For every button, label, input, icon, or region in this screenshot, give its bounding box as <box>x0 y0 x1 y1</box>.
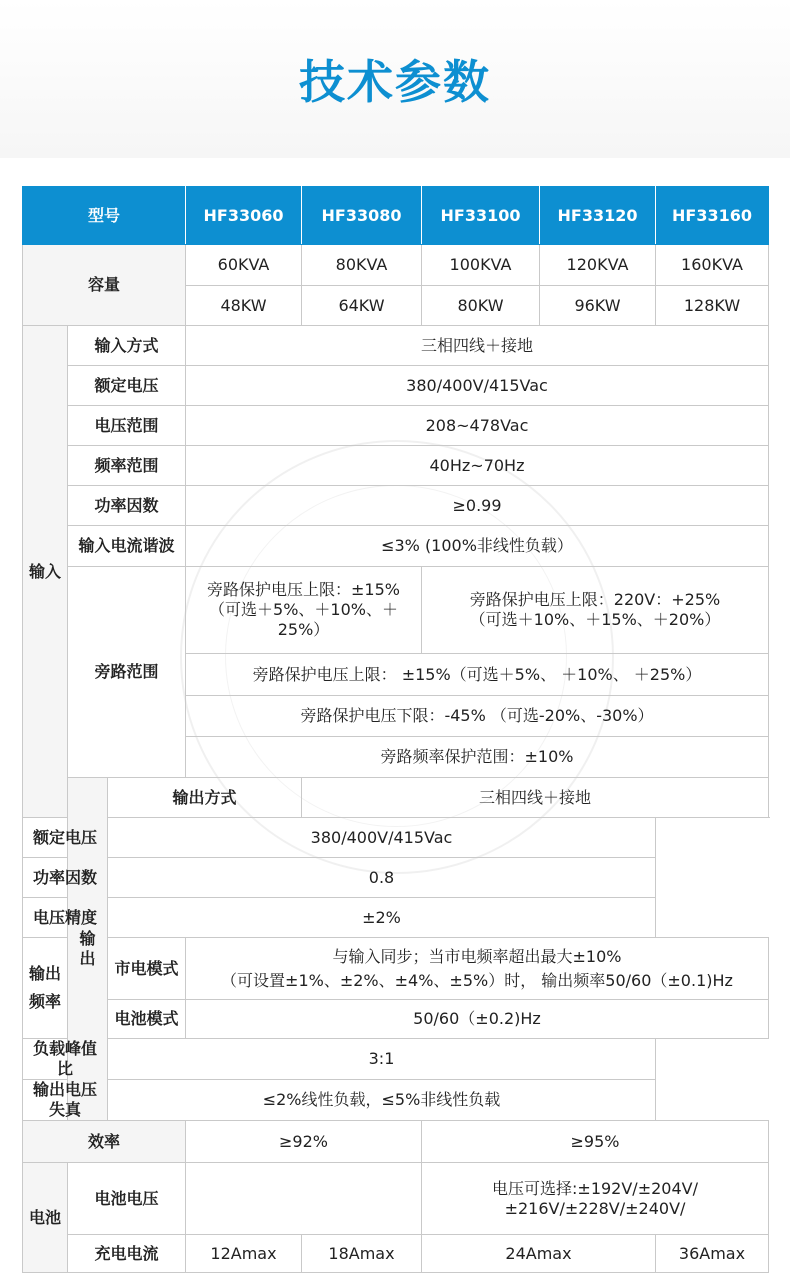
battery-group-label: 电池 <box>23 1163 68 1273</box>
battery-voltage-row <box>23 1163 769 1235</box>
output-pf-value: 0.8 <box>108 858 656 898</box>
input-rated-voltage-label: 额定电压 <box>68 366 186 406</box>
distortion-row <box>23 1080 769 1121</box>
kw-3: 80KW <box>422 286 540 326</box>
bypass-freq-value: 旁路频率保护范围：±10% <box>186 737 769 778</box>
input-thd-value: ≤3% (100%非线性负载） <box>186 526 769 567</box>
kw-2: 64KW <box>302 286 422 326</box>
output-rated-voltage-label: 额定电压 <box>23 818 108 858</box>
battery-voltage-line2: ±216V/±228V/±240V/ <box>504 1198 686 1218</box>
kw-5: 128KW <box>656 286 769 326</box>
bypass-left-cell <box>186 567 422 654</box>
output-mode-row <box>23 778 769 818</box>
kw-1: 48KW <box>186 286 302 326</box>
mains-mode-cell <box>186 938 769 1000</box>
model-3: HF33100 <box>422 187 540 245</box>
freq-range-value: 40Hz~70Hz <box>186 446 769 486</box>
model-4: HF33120 <box>540 187 656 245</box>
input-rated-voltage-value: 380/400V/415Vac <box>186 366 769 406</box>
header-row <box>23 187 769 245</box>
input-pf-row <box>23 486 769 526</box>
input-group-label: 输入 <box>23 326 68 818</box>
output-mode-value: 三相四线＋接地 <box>302 778 769 818</box>
output-pf-row <box>23 858 769 898</box>
crest-label: 负载峰值比 <box>23 1039 108 1080</box>
mains-mode-label: 市电模式 <box>108 938 186 1000</box>
mains-mode-line1: 与输入同步；当市电频率超出最大±10% <box>332 946 622 966</box>
input-pf-label: 功率因数 <box>68 486 186 526</box>
capacity-label: 容量 <box>23 245 186 326</box>
input-thd-row <box>23 526 769 567</box>
distortion-value: ≤2%线性负载，≤5%非线性负载 <box>108 1080 656 1121</box>
battery-voltage-left <box>186 1163 422 1235</box>
bypass-label: 旁路范围 <box>68 567 186 778</box>
page-title: 技术参数 <box>299 55 491 109</box>
kva-2: 80KVA <box>302 245 422 286</box>
output-pf-label: 功率因数 <box>23 858 108 898</box>
voltage-range-label: 电压范围 <box>68 406 186 446</box>
voltage-accuracy-label: 电压精度 <box>23 898 108 938</box>
kw-4: 96KW <box>540 286 656 326</box>
model-5: HF33160 <box>656 187 769 245</box>
kva-1: 60KVA <box>186 245 302 286</box>
output-rated-voltage-row <box>23 818 769 858</box>
bypass-right-line2: （可选＋10%、＋15%、＋20%） <box>469 610 721 629</box>
model-label: 型号 <box>23 187 186 245</box>
battery-mode-row <box>23 1000 769 1039</box>
efficiency-left: ≥92% <box>186 1121 422 1163</box>
battery-voltage-cell <box>422 1163 769 1235</box>
battery-mode-label: 电池模式 <box>108 1000 186 1039</box>
charge-row <box>23 1235 769 1273</box>
bypass-right-cell <box>422 567 769 654</box>
model-2: HF33080 <box>302 187 422 245</box>
output-mode-label: 输出方式 <box>108 778 302 818</box>
input-thd-label: 输入电流谐波 <box>68 526 186 567</box>
bypass-upper-value: 旁路保护电压上限： ±15%（可选＋5%、 ＋10%、 ＋25%） <box>186 654 769 696</box>
charge-value-3: 24Amax <box>422 1235 656 1273</box>
voltage-range-row <box>23 406 769 446</box>
battery-voltage-label: 电池电压 <box>68 1163 186 1235</box>
kva-4: 120KVA <box>540 245 656 286</box>
input-mode-label: 输入方式 <box>68 326 186 366</box>
bypass-left-line1: 旁路保护电压上限：±15% <box>207 580 400 599</box>
charge-label: 充电电流 <box>68 1235 186 1273</box>
charge-value-4: 36Amax <box>656 1235 769 1273</box>
input-pf-value: ≥0.99 <box>186 486 769 526</box>
input-rated-voltage-row <box>23 366 769 406</box>
model-1: HF33060 <box>186 187 302 245</box>
input-mode-value: 三相四线＋接地 <box>186 326 769 366</box>
bypass-left-line2: （可选＋5%、＋10%、＋25%） <box>209 600 398 639</box>
efficiency-label: 效率 <box>23 1121 186 1163</box>
mains-mode-row <box>23 938 769 1000</box>
charge-value-2: 18Amax <box>302 1235 422 1273</box>
bypass-lower-value: 旁路保护电压下限：-45% （可选-20%、-30%） <box>186 696 769 737</box>
efficiency-right: ≥95% <box>422 1121 769 1163</box>
charge-value-1: 12Amax <box>186 1235 302 1273</box>
input-mode-row <box>23 326 769 366</box>
crest-row <box>23 1039 769 1080</box>
bypass-split-row <box>23 567 769 654</box>
voltage-accuracy-row <box>23 898 769 938</box>
freq-range-label: 频率范围 <box>68 446 186 486</box>
output-rated-voltage-value: 380/400V/415Vac <box>108 818 656 858</box>
efficiency-row <box>23 1121 769 1163</box>
freq-range-row <box>23 446 769 486</box>
mains-mode-line2: （可设置±1%、±2%、±4%、±5%）时， 输出频率50/60（±0.1)Hz <box>221 970 733 990</box>
spec-table <box>22 186 769 1273</box>
distortion-label: 输出电压失真 <box>23 1080 108 1121</box>
capacity-kva-row <box>23 245 769 286</box>
output-freq-label: 输出频率 <box>23 938 68 1039</box>
kva-3: 100KVA <box>422 245 540 286</box>
voltage-accuracy-value: ±2% <box>108 898 656 938</box>
battery-mode-value: 50/60（±0.2)Hz <box>186 1000 769 1039</box>
crest-value: 3:1 <box>108 1039 656 1080</box>
battery-voltage-line1: 电压可选择:±192V/±204V/ <box>492 1178 698 1198</box>
output-group-label: 输出 <box>68 778 108 1121</box>
kva-5: 160KVA <box>656 245 769 286</box>
voltage-range-value: 208~478Vac <box>186 406 769 446</box>
bypass-right-line1: 旁路保护电压上限：220V：+25% <box>469 590 721 609</box>
